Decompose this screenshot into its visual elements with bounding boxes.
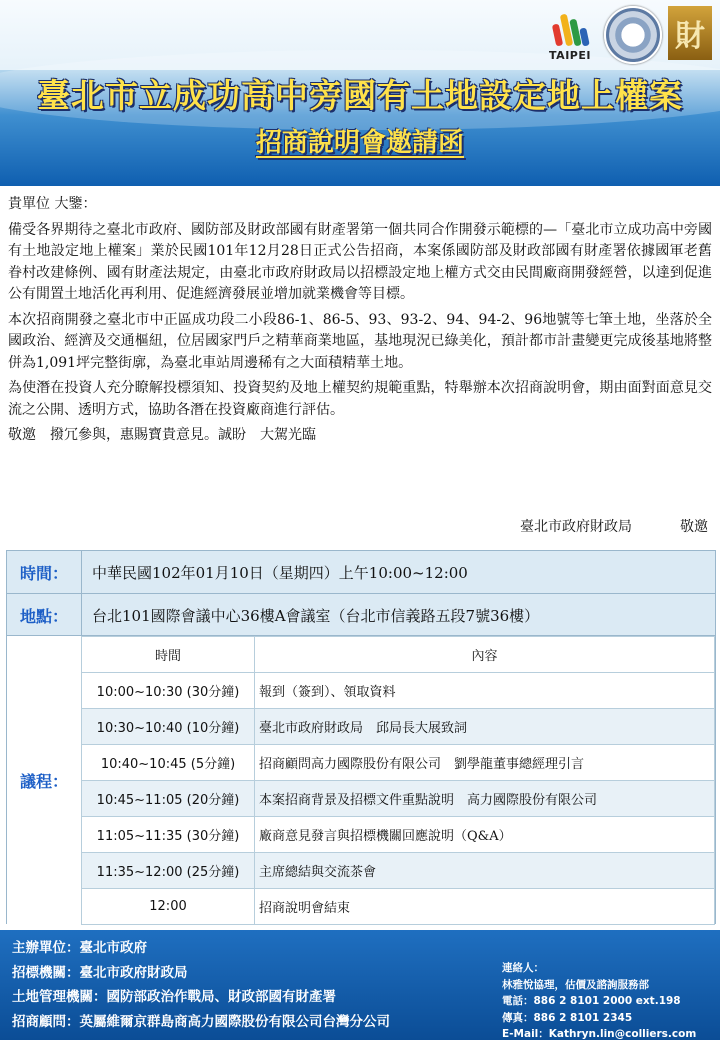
time-label: 時間： — [19, 563, 68, 583]
table-row — [82, 817, 715, 853]
agenda-time: 11:05~11:35 (30分鐘) — [82, 817, 255, 853]
organizer: 主辦單位：臺北市政府 — [12, 940, 147, 956]
tender-agency: 招標機關：臺北市政府財政局 — [12, 964, 188, 981]
table-row — [82, 709, 715, 745]
footer — [0, 930, 720, 1040]
table-row — [82, 853, 715, 889]
taipei-logo — [542, 6, 598, 62]
agenda-section — [7, 635, 715, 924]
air-force-seal-icon — [604, 6, 662, 64]
place-row — [7, 593, 715, 636]
agenda-content: 報到（簽到）、領取資料 — [255, 673, 715, 709]
agenda-content: 臺北市政府財政局 邱局長大展致詞 — [255, 709, 715, 745]
time-row — [7, 551, 715, 593]
page-title: 臺北市立成功高中旁國有土地設定地上權案 — [37, 76, 683, 115]
agenda-content: 招商說明會結束 — [255, 889, 715, 925]
time-value: 中華民國102年01月10日（星期四）上午10:00~12:00 — [81, 551, 715, 593]
event-info-table — [6, 550, 716, 924]
page-subtitle: 招商說明會邀請函 — [255, 128, 464, 158]
agenda-header-time: 時間 — [82, 637, 255, 673]
sender: 臺北市政府財政局 — [520, 519, 632, 535]
agenda-time: 12:00 — [82, 889, 255, 925]
land-agency: 土地管理機關：國防部政治作戰局、財政部國有財產署 — [12, 989, 336, 1005]
invitation-letter — [8, 194, 712, 451]
table-row — [82, 673, 715, 709]
logo-group — [542, 6, 712, 64]
letter-paragraph-1: 備受各界期待之臺北市政府、國防部及財政部國有財產署第一個共同合作開發示範標的—「臺北市立成功高中旁國有土地設定地上權案」業於民國101年12月28日正式公告招商，本案係國防部及財政部國有財產署依據國軍老舊眷村改建條例、國有財產法規定，由臺北市政府財政局以招標設定地上權方式交由民間廠商開發經營，以達到促進公有閒置土地活化再利用、促進經濟發展並增加就業機會等目標。 — [8, 221, 712, 302]
contact-fax: 傳真：886 2 8101 2345 — [502, 1011, 633, 1024]
agenda-label: 議程： — [7, 636, 81, 924]
agenda-content: 招商顧問高力國際股份有限公司 劉學龍董事總經理引言 — [255, 745, 715, 781]
taipei-logo-text: TAIPEI — [549, 49, 591, 62]
agenda-content: 本案招商背景及招標文件重點說明 高力國際股份有限公司 — [255, 781, 715, 817]
table-row — [82, 745, 715, 781]
contact-email[interactable]: E-Mail：Kathryn.lin@colliers.com — [502, 1028, 697, 1040]
contact-name: 林雅悅協理，估價及諮詢服務部 — [502, 978, 649, 991]
table-row — [82, 889, 715, 925]
agenda-time: 10:40~10:45 (5分鐘) — [82, 745, 255, 781]
agenda-header-content: 內容 — [255, 637, 715, 673]
place-label: 地點： — [19, 606, 68, 626]
consultant: 招商顧問：英屬維爾京群島商高力國際股份有限公司台灣分公司 — [12, 1013, 390, 1030]
signature-line — [8, 516, 708, 536]
regards: 敬邀 — [680, 519, 708, 535]
agenda-content: 主席總結與交流茶會 — [255, 853, 715, 889]
contact-block — [502, 960, 696, 1043]
letter-paragraph-2: 本次招商開發之臺北市中正區成功段二小段86-1、86-5、93、93-2、94、94-2、96地號等七筆土地，坐落於全國政治、經濟及交通樞紐，位居國家門戶之精華商業地區，基地現況已綠美化，預計都市計畫變更完成後基地將整併為1,091坪完整街廓，為臺北車站周邊稀有之大面積精華土地。 — [8, 311, 712, 371]
agenda-time: 10:45~11:05 (20分鐘) — [82, 781, 255, 817]
agenda-header-row — [82, 637, 715, 673]
mof-logo: 財 — [668, 6, 712, 60]
letter-closing: 敬邀 撥冗參與，惠賜寶貴意見。誠盼 大駕光臨 — [8, 427, 316, 443]
organizer-list — [12, 936, 390, 1034]
contact-title: 連絡人： — [502, 962, 544, 974]
salutation: 貴單位 大鑒： — [8, 196, 97, 212]
agenda-content: 廠商意見發言與招標機關回應說明（Q&A） — [255, 817, 715, 853]
contact-phone: 電話：886 2 8101 2000 ext.198 — [502, 995, 681, 1007]
table-row — [82, 781, 715, 817]
agenda-table — [81, 636, 715, 925]
place-value: 台北101國際會議中心36樓A會議室（台北市信義路五段7號36樓） — [81, 594, 715, 636]
agenda-time: 10:00~10:30 (30分鐘) — [82, 673, 255, 709]
agenda-time: 11:35~12:00 (25分鐘) — [82, 853, 255, 889]
letter-paragraph-3: 為使潛在投資人充分瞭解投標須知、投資契約及地上權契約規範重點，特舉辦本次招商說明會，期由面對面意見交流之公開、透明方式，協助各潛在投資廠商進行評估。 — [8, 380, 712, 418]
header-banner — [0, 0, 720, 186]
agenda-time: 10:30~10:40 (10分鐘) — [82, 709, 255, 745]
